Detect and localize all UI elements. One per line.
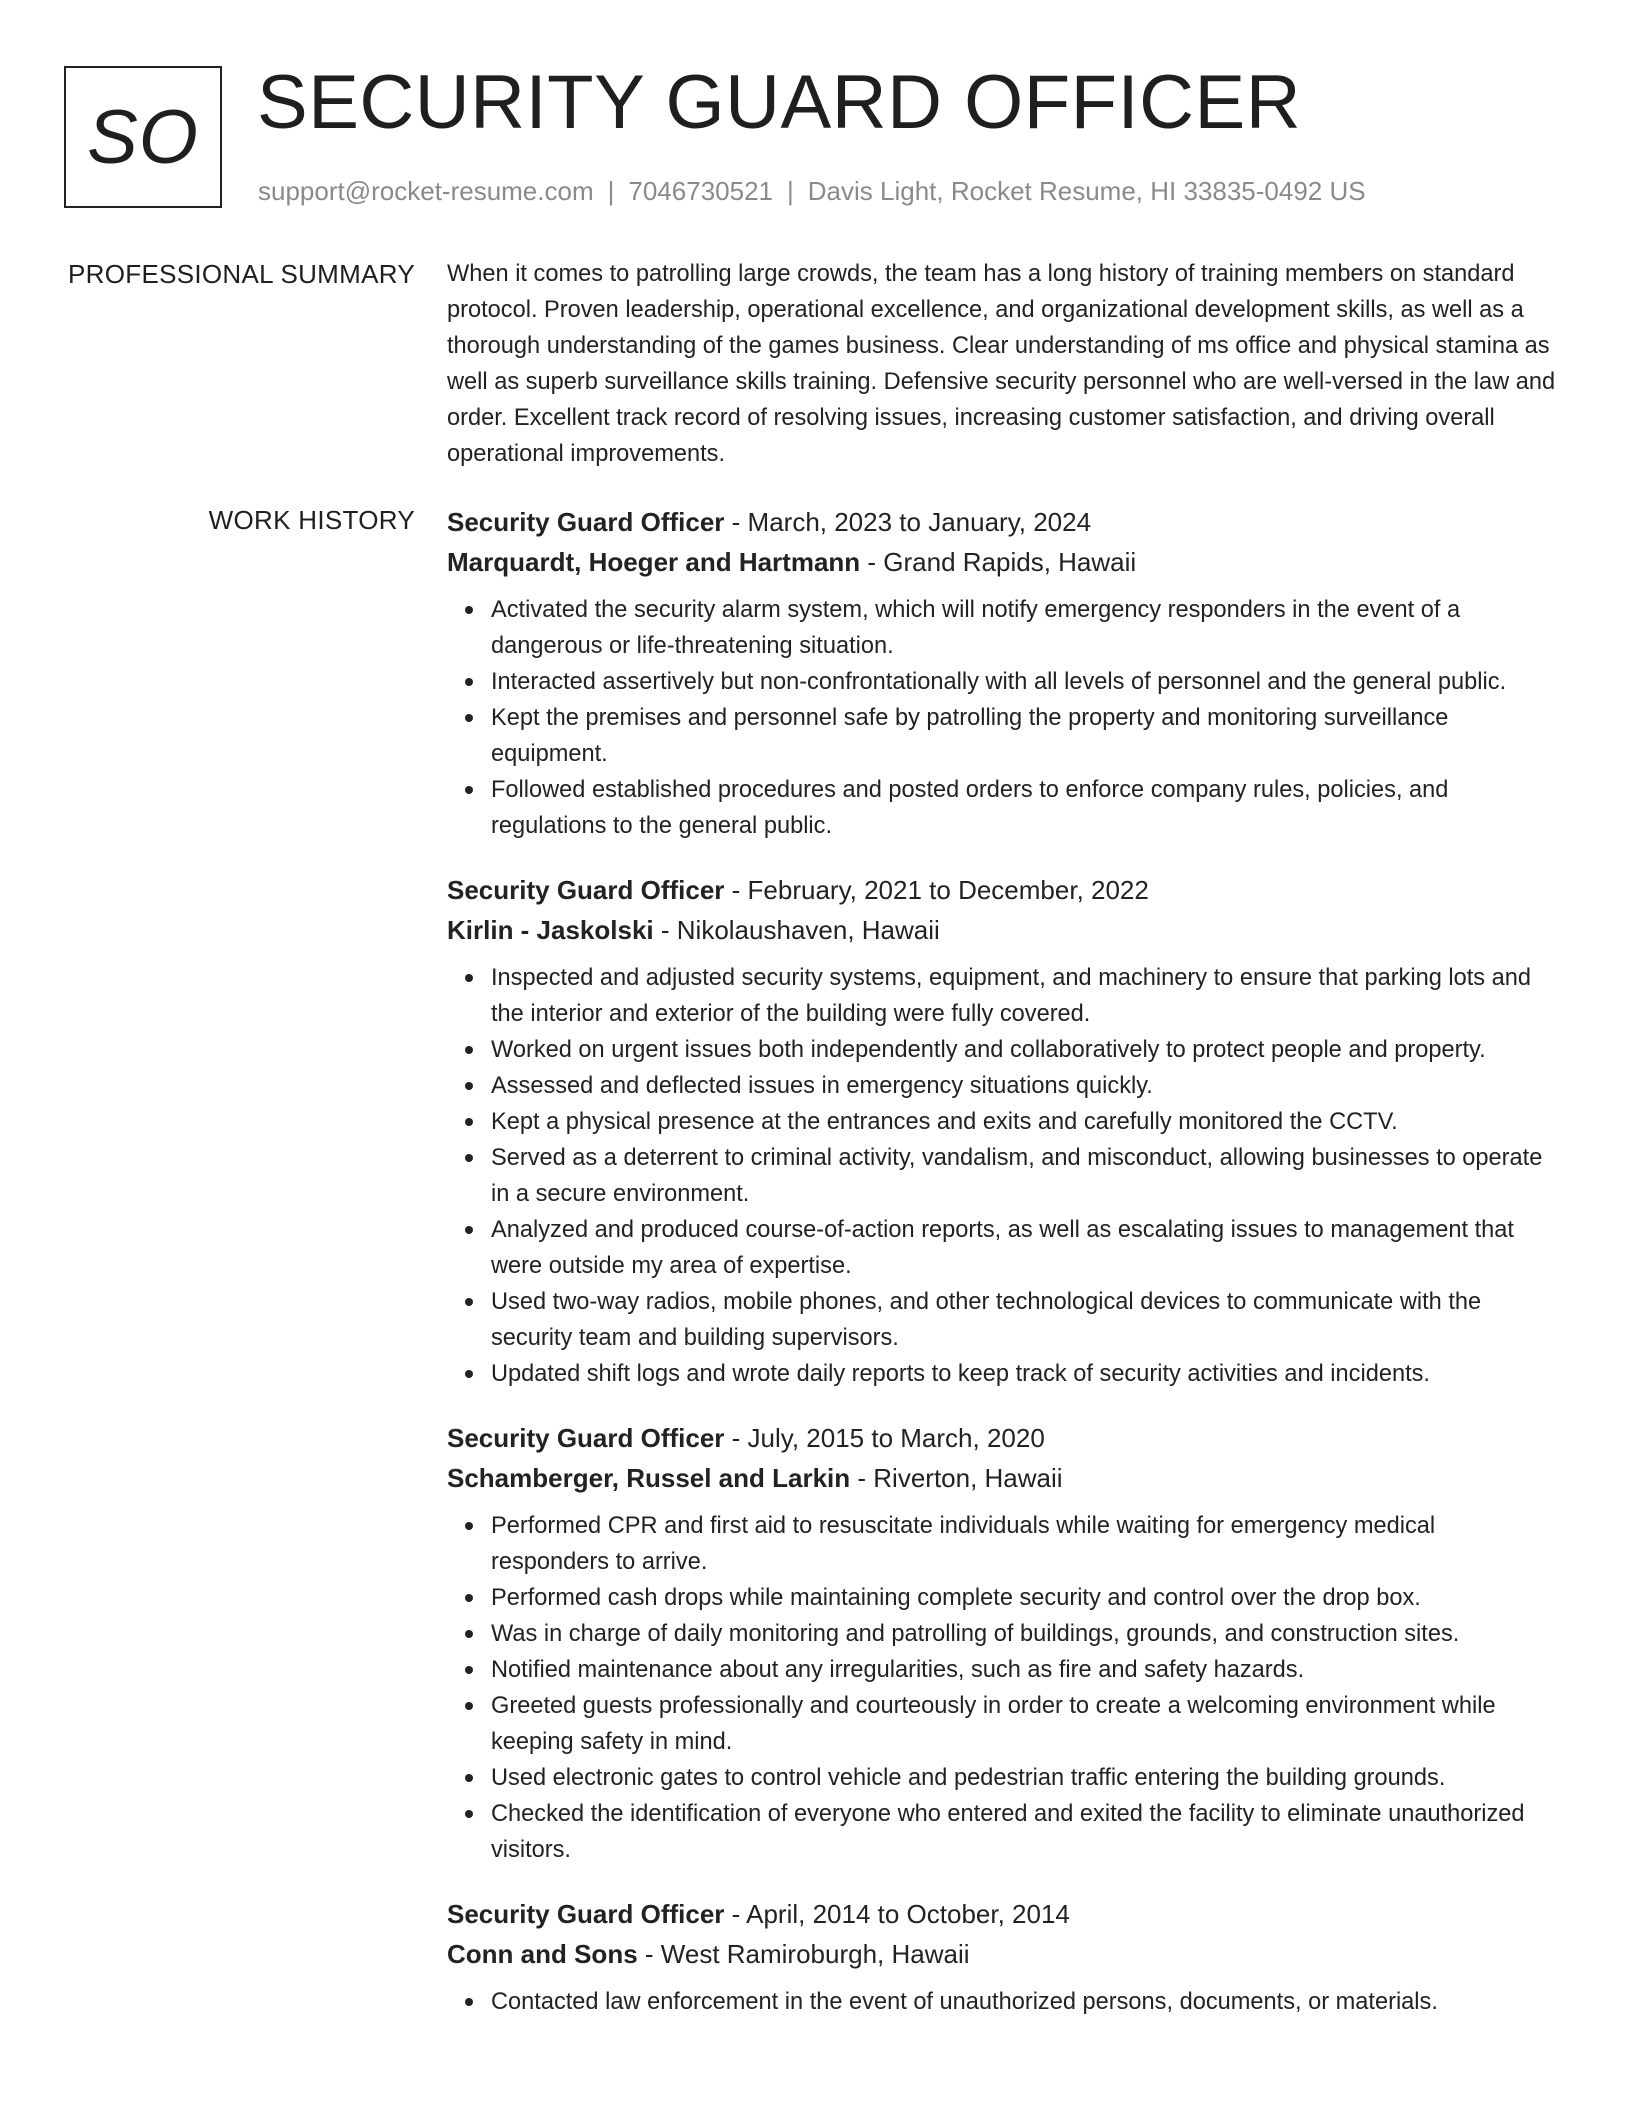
- job-bullet-item: Worked on urgent issues both independently and collaboratively to protect people and property.: [491, 1032, 1557, 1068]
- job-dates: - March, 2023 to January, 2024: [731, 507, 1092, 537]
- job-bullet-item: Interacted assertively but non-confrontationally with all levels of personnel and the general public.: [491, 664, 1557, 700]
- job-company-line: [447, 542, 1557, 582]
- job-bullet-item: Was in charge of daily monitoring and patrolling of buildings, grounds, and construction sites.: [491, 1616, 1557, 1652]
- job-title-line: [447, 870, 1557, 910]
- job-bullet-item: Analyzed and produced course-of-action reports, as well as escalating issues to management that were outside my area of expertise.: [491, 1212, 1557, 1284]
- job-location: - Riverton, Hawaii: [857, 1463, 1063, 1493]
- job-company-line: [447, 910, 1557, 950]
- job-location: - Grand Rapids, Hawaii: [867, 547, 1137, 577]
- section-label-work-history: WORK HISTORY: [208, 505, 415, 535]
- work-history-list: [447, 502, 1557, 2046]
- job-company: Marquardt, Hoeger and Hartmann: [447, 547, 861, 577]
- job-bullet-item: Kept the premises and personnel safe by patrolling the property and monitoring surveillance equipment.: [491, 700, 1557, 772]
- job-bullet-item: Notified maintenance about any irregularities, such as fire and safety hazards.: [491, 1652, 1557, 1688]
- contact-address: Davis Light, Rocket Resume, HI 33835-0492 US: [807, 176, 1366, 206]
- job-bullet-item: Inspected and adjusted security systems, equipment, and machinery to ensure that parking lots and the interior and exterior of the building were fully covered.: [491, 960, 1557, 1032]
- job-entry: [447, 1418, 1557, 1868]
- contact-separator: |: [607, 176, 615, 206]
- job-bullet-item: Followed established procedures and posted orders to enforce company rules, policies, and regulations to the general public.: [491, 772, 1557, 844]
- summary-text: When it comes to patrolling large crowds, the team has a long history of training members on standard protocol. Proven leadership, operational excellence, and organizational development skills, as well as a thorough understanding of the games business. Clear understanding of ms office and physical stamina as well as superb surveillance skills training. Defensive security personnel who are well-versed in the law and order. Excellent track record of resolving issues, increasing customer satisfaction, and driving overall operational improvements.: [447, 261, 1556, 467]
- job-bullet-item: Served as a deterrent to criminal activity, vandalism, and misconduct, allowing businesses to operate in a secure environment.: [491, 1140, 1557, 1212]
- job-dates: - April, 2014 to October, 2014: [731, 1899, 1070, 1929]
- contact-line: [258, 174, 1366, 208]
- job-bullet-list: [447, 1984, 1557, 2020]
- job-title-line: [447, 1894, 1557, 1934]
- job-bullet-item: Performed cash drops while maintaining complete security and control over the drop box.: [491, 1580, 1557, 1616]
- job-company: Schamberger, Russel and Larkin: [447, 1463, 851, 1493]
- job-title: Security Guard Officer: [447, 1423, 725, 1453]
- job-title: Security Guard Officer: [447, 875, 725, 905]
- job-entry: [447, 870, 1557, 1392]
- section-label-summary: PROFESSIONAL SUMMARY: [68, 259, 415, 289]
- job-title: Security Guard Officer: [447, 1899, 725, 1929]
- monogram-text: SO: [87, 94, 199, 180]
- job-bullet-item: Checked the identification of everyone who entered and exited the facility to eliminate unauthorized visitors.: [491, 1796, 1557, 1868]
- job-location: - West Ramiroburgh, Hawaii: [644, 1939, 970, 1969]
- job-bullet-list: [447, 592, 1557, 844]
- job-bullet-item: Updated shift logs and wrote daily reports to keep track of security activities and incidents.: [491, 1356, 1557, 1392]
- job-title: Security Guard Officer: [447, 507, 725, 537]
- job-entry: [447, 502, 1557, 844]
- job-bullet-item: Kept a physical presence at the entrances and exits and carefully monitored the CCTV.: [491, 1104, 1557, 1140]
- candidate-name: SECURITY GUARD OFFICER: [257, 60, 1302, 145]
- job-company-line: [447, 1934, 1557, 1974]
- job-dates: - July, 2015 to March, 2020: [731, 1423, 1045, 1453]
- job-bullet-item: Greeted guests professionally and courteously in order to create a welcoming environment while keeping safety in mind.: [491, 1688, 1557, 1760]
- job-company: Kirlin - Jaskolski: [447, 915, 654, 945]
- job-title-line: [447, 502, 1557, 542]
- job-entry: [447, 1894, 1557, 2020]
- job-bullet-list: [447, 960, 1557, 1392]
- job-bullet-item: Activated the security alarm system, which will notify emergency responders in the event of a dangerous or life-threatening situation.: [491, 592, 1557, 664]
- contact-phone: 7046730521: [628, 176, 773, 206]
- contact-email: support@rocket-resume.com: [258, 176, 594, 206]
- job-company-line: [447, 1458, 1557, 1498]
- job-dates: - February, 2021 to December, 2022: [731, 875, 1149, 905]
- job-title-line: [447, 1418, 1557, 1458]
- job-bullet-item: Used electronic gates to control vehicle and pedestrian traffic entering the building grounds.: [491, 1760, 1557, 1796]
- job-company: Conn and Sons: [447, 1939, 638, 1969]
- job-bullet-item: Performed CPR and first aid to resuscitate individuals while waiting for emergency medical responders to arrive.: [491, 1508, 1557, 1580]
- contact-separator: |: [787, 176, 794, 206]
- job-bullet-item: Used two-way radios, mobile phones, and other technological devices to communicate with the security team and building supervisors.: [491, 1284, 1557, 1356]
- monogram-badge: [64, 66, 222, 208]
- job-bullet-item: Assessed and deflected issues in emergency situations quickly.: [491, 1068, 1557, 1104]
- job-bullet-item: Contacted law enforcement in the event of unauthorized persons, documents, or materials.: [491, 1984, 1557, 2020]
- job-bullet-list: [447, 1508, 1557, 1868]
- job-location: - Nikolaushaven, Hawaii: [660, 915, 940, 945]
